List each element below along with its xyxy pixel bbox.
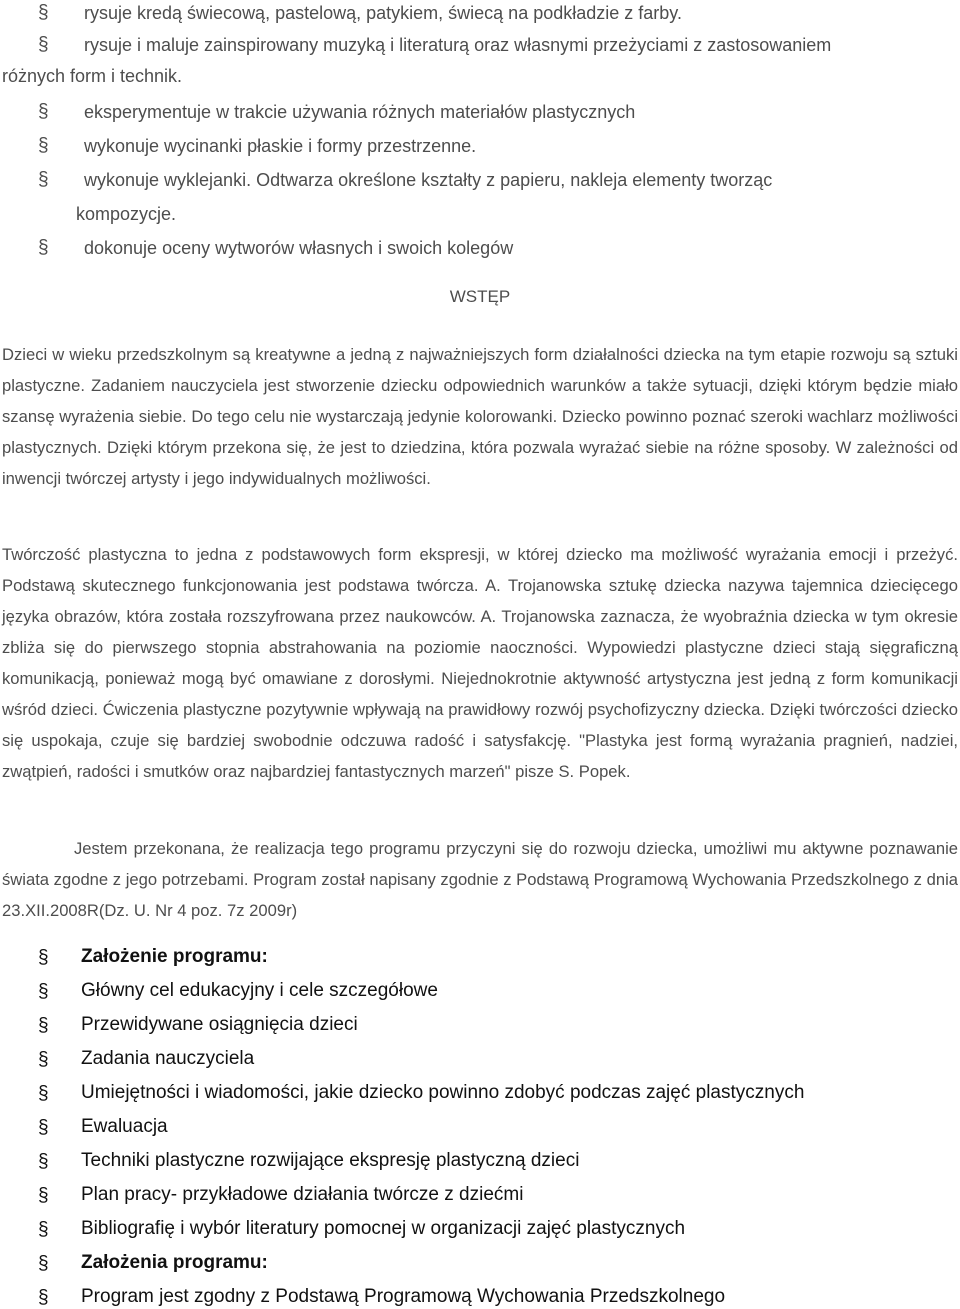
section-sign-icon: § bbox=[38, 101, 49, 122]
list-item-text: eksperymentuje w trakcie używania różnych materiałów plastycznych bbox=[84, 102, 636, 122]
section-sign-icon: § bbox=[38, 1049, 49, 1070]
list-item bbox=[38, 238, 938, 258]
list-item bbox=[38, 1149, 938, 1173]
section-sign-icon: § bbox=[38, 34, 49, 55]
list-item-text: Program jest zgodny z Podstawą Programową Wychowania Przedszkolnego bbox=[81, 1286, 726, 1307]
section-sign-icon: § bbox=[38, 1083, 49, 1104]
list-item bbox=[38, 102, 938, 122]
list-item bbox=[38, 136, 938, 156]
section-sign-icon: § bbox=[38, 1117, 49, 1138]
list-item bbox=[38, 945, 938, 969]
list-item bbox=[38, 1217, 938, 1241]
list-item bbox=[38, 1013, 938, 1037]
list-item-text: Plan pracy- przykładowe działania twórcze z dziećmi bbox=[81, 1184, 524, 1205]
section-sign-icon: § bbox=[38, 1151, 49, 1172]
list-item-text: Umiejętności i wiadomości, jakie dziecko powinno zdobyć podczas zajęć plastycznych bbox=[81, 1082, 805, 1103]
paragraph-conviction bbox=[2, 833, 958, 926]
section-heading: WSTĘP bbox=[449, 287, 511, 306]
list-item-text: Zadania nauczyciela bbox=[81, 1048, 255, 1069]
list-item-continuation bbox=[38, 204, 938, 224]
list-item bbox=[38, 1183, 938, 1207]
list-item-text: Założenia programu: bbox=[81, 1252, 268, 1273]
section-sign-icon: § bbox=[38, 1287, 49, 1308]
section-sign-icon: § bbox=[38, 981, 49, 1002]
list-item-text: Założenie programu: bbox=[81, 946, 268, 967]
section-sign-icon: § bbox=[38, 1253, 49, 1274]
list-item-text: Bibliografię i wybór literatury pomocnej w organizacji zajęć plastycznych bbox=[81, 1218, 686, 1239]
paragraph-intro: Dzieci w wieku przedszkolnym są kreatywne a jedną z najważniejszych form działalności dziecka na tym etapie rozwoju są sztuki plastyczne. Zadaniem nauczyciela jest stworzenie dziecku odpowiednich warunków a także sytuacji, dzięki którym będzie miało szansę wyrażenia siebie. Do tego celu nie wystarczają jedynie kolorowanki. Dziecko powinno poznać szeroki wachlarz możliwości plastycznych. Dzięki którym przekona się, że jest to dziedzina, która pozwala wyrażać siebie na różne sposoby. W zależności od inwencji twórczej artysty i jego indywidualnych możliwości. bbox=[2, 345, 958, 488]
list-item-continuation bbox=[2, 66, 902, 86]
list-item-text: rysuje i maluje zainspirowany muzyką i literaturą oraz własnymi przeżyciami z zastosowaniem bbox=[84, 35, 832, 55]
list-item bbox=[38, 1115, 938, 1139]
section-sign-icon: § bbox=[38, 947, 49, 968]
list-item bbox=[38, 1251, 938, 1275]
section-sign-icon: § bbox=[38, 237, 49, 258]
list-item-text: wykonuje wycinanki płaskie i formy przestrzenne. bbox=[84, 136, 477, 156]
list-item-text: Główny cel edukacyjny i cele szczegółowe bbox=[81, 980, 438, 1001]
list-item-text: Przewidywane osiągnięcia dzieci bbox=[81, 1014, 358, 1035]
list-item-text: kompozycje. bbox=[76, 204, 177, 224]
list-item bbox=[38, 170, 938, 190]
section-sign-icon: § bbox=[38, 2, 49, 23]
paragraph-conviction-text: Jestem przekonana, że realizacja tego programu przyczyni się do rozwoju dziecka, umożliwi mu aktywne poznawanie świata zgodne z jego potrzebami. Program został napisany zgodnie z Podstawą Programową Wychowania Przedszkolnego z dnia 23.XII.2008R(Dz. U. Nr 4 poz. 7z 2009r) bbox=[2, 839, 958, 920]
list-item-text: Techniki plastyczne rozwijające ekspresję plastyczną dzieci bbox=[81, 1150, 580, 1171]
list-item bbox=[38, 1081, 938, 1105]
section-sign-icon: § bbox=[38, 1219, 49, 1240]
list-item bbox=[38, 3, 938, 23]
list-item bbox=[38, 1047, 938, 1071]
list-item bbox=[38, 35, 938, 55]
list-item bbox=[38, 979, 938, 1003]
list-item bbox=[38, 1285, 938, 1309]
section-sign-icon: § bbox=[38, 169, 49, 190]
list-item-text: rysuje kredą świecową, pastelową, patykiem, świecą na podkładzie z farby. bbox=[84, 3, 682, 23]
section-sign-icon: § bbox=[38, 1185, 49, 1206]
section-sign-icon: § bbox=[38, 135, 49, 156]
section-sign-icon: § bbox=[38, 1015, 49, 1036]
paragraph-creativity: Twórczość plastyczna to jedna z podstawowych form ekspresji, w której dziecko ma możliwość wyrażania emocji i przeżyć. Podstawą skutecznego funkcjonowania jest podstawa twórcza. A. Trojanowska sztukę dziecka nazywa tajemnica dziecięcego języka obrazów, która została rozszyfrowana przez naukowców. A. Trojanowska zaznacza, że wyobraźnia dziecka w tym okresie zbliża się do pierwszego stopnia abstrahowania na poziomie naoczności. Wypowiedzi plastyczne dzieci stają sięgraficzną komunikacją, ponieważ mogą być omawiane z dorosłymi. Niejednokrotnie aktywność artystyczna jest jedną z form komunikacji wśród dzieci. Ćwiczenia plastyczne pozytywnie wpływają na prawidłowy rozwój psychofizyczny dziecka. Dzięki twórczości dziecko się uspokaja, czuje się bardziej swobodnie odczuwa radość i satysfakcję. "Plastyka jest formą wyrażania pragnień, nadziei, zwątpień, radości i smutków oraz najbardziej fantastycznych marzeń" pisze S. Popek. bbox=[2, 545, 958, 781]
list-item-text: różnych form i technik. bbox=[2, 66, 183, 86]
list-item-text: wykonuje wyklejanki. Odtwarza określone kształty z papieru, nakleja elementy tworząc bbox=[84, 170, 773, 190]
list-item-text: Ewaluacja bbox=[81, 1116, 168, 1137]
list-item-text: dokonuje oceny wytworów własnych i swoich kolegów bbox=[84, 238, 514, 258]
